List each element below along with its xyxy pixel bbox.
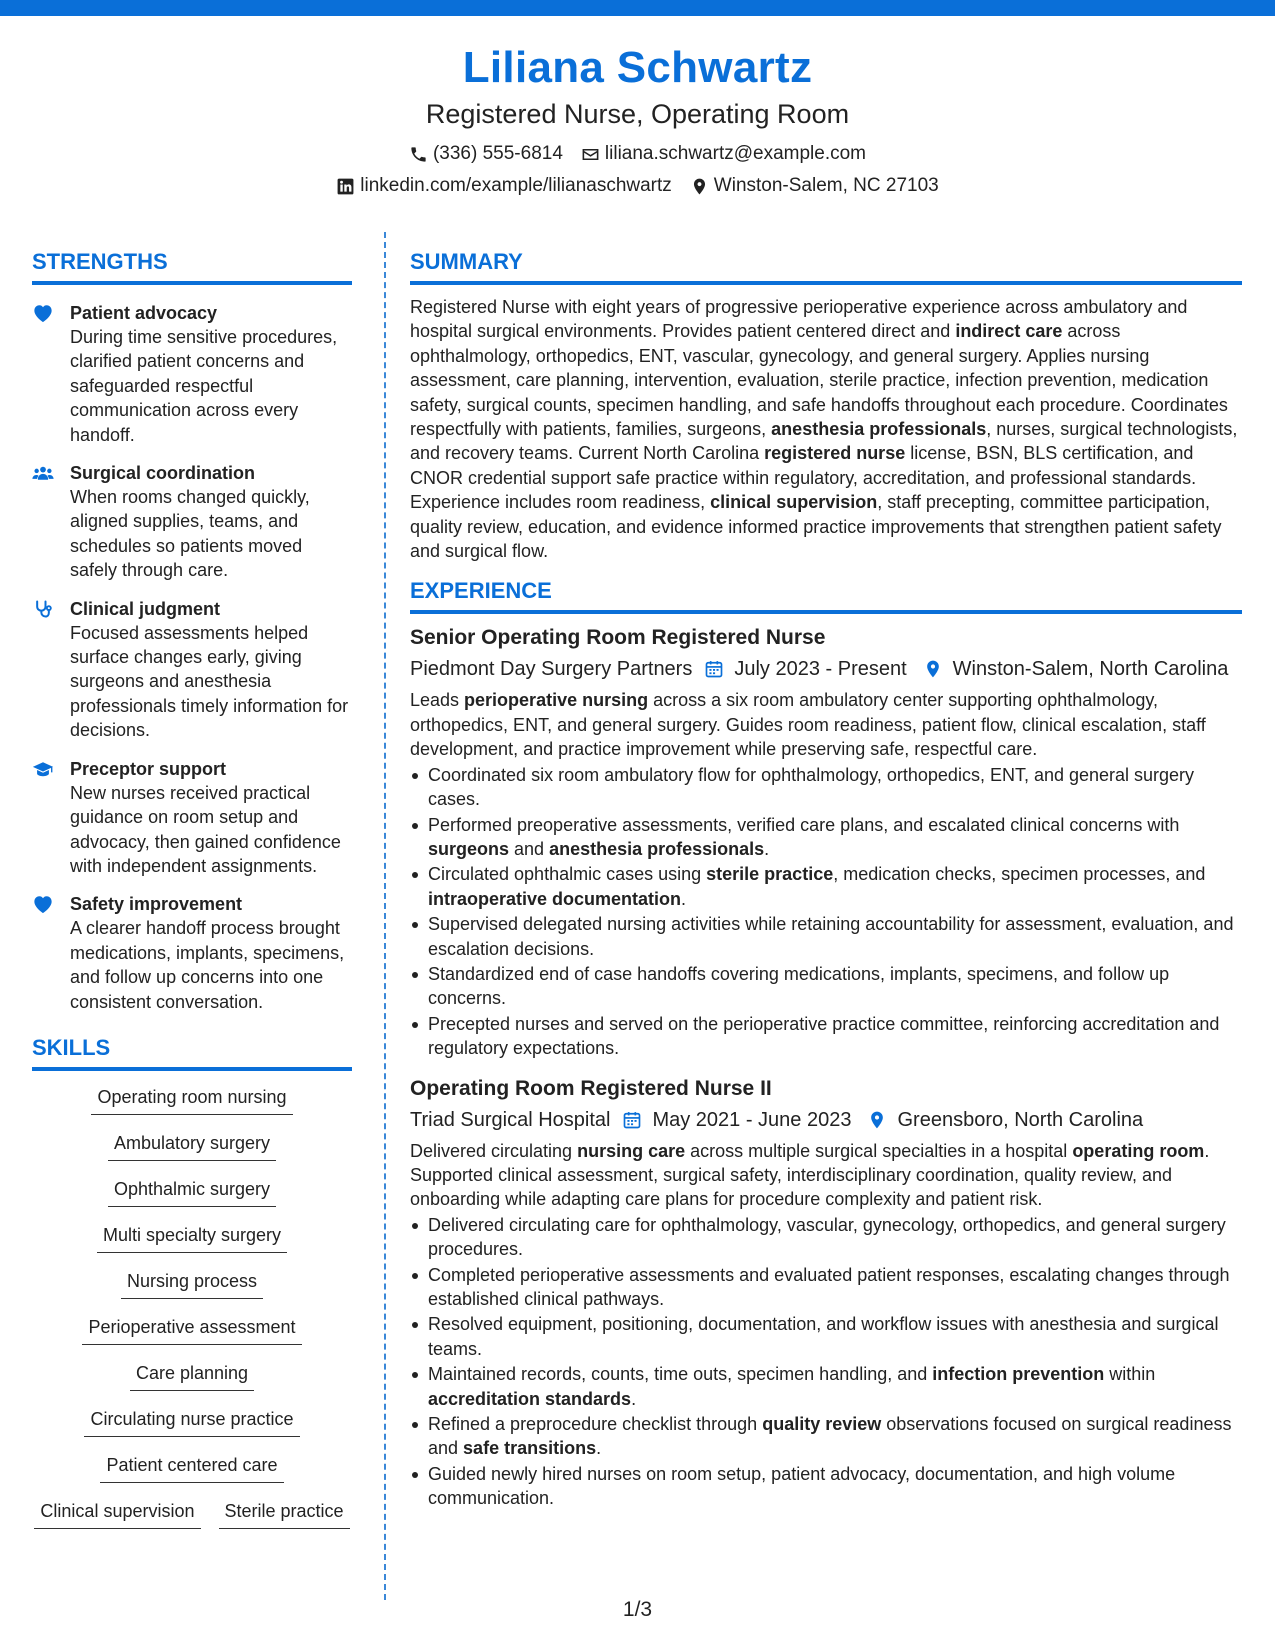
phone-contact[interactable] xyxy=(409,142,563,166)
candidate-name: Liliana Schwartz xyxy=(462,43,813,92)
contact-row-1 xyxy=(0,142,1275,166)
skill-tag: Operating room nursing xyxy=(91,1085,292,1115)
job-meta xyxy=(410,655,1242,683)
strengths-list xyxy=(32,301,352,1014)
skills-list xyxy=(32,1085,352,1529)
calendar-icon xyxy=(704,659,724,679)
envelope-icon xyxy=(581,145,600,164)
bullet-item: Precepted nurses and served on the perioperative practice committee, reinforcing accreditation and regulatory expectations. xyxy=(410,1012,1242,1061)
skill-tag: Multi specialty surgery xyxy=(97,1223,287,1253)
page-number: 1/3 xyxy=(622,1598,653,1621)
job-title: Operating Room Registered Nurse II xyxy=(410,1076,772,1100)
heart-icon xyxy=(32,303,54,323)
skill-tag: Sterile practice xyxy=(219,1499,350,1529)
job-company: Triad Surgical Hospital xyxy=(410,1108,611,1131)
email-text: liliana.schwartz@example.com xyxy=(604,143,867,164)
strength-desc: During time sensitive procedures, clarified patient concerns and safeguarded respectful communication across every handoff. xyxy=(70,327,338,445)
candidate-role: Registered Nurse, Operating Room xyxy=(425,99,850,129)
job-dates: May 2021 - June 2023 xyxy=(652,1108,852,1131)
location-contact xyxy=(690,174,939,198)
job-bullets xyxy=(410,1213,1242,1511)
strength-title: Patient advocacy xyxy=(70,303,218,323)
strength-item xyxy=(32,757,352,879)
location-text: Winston-Salem, NC 27103 xyxy=(713,175,939,196)
job-company: Piedmont Day Surgery Partners xyxy=(410,658,693,681)
skill-tag: Ophthalmic surgery xyxy=(108,1177,276,1207)
bullet-item: Performed preoperative assessments, verified care plans, and escalated clinical concerns with surgeons and anesthesia professionals. xyxy=(410,813,1242,862)
job-entry xyxy=(410,624,1242,1060)
skill-tag: Circulating nurse practice xyxy=(84,1407,299,1437)
skill-tag: Perioperative assessment xyxy=(82,1315,301,1345)
strength-item xyxy=(32,892,352,1014)
strength-item xyxy=(32,461,352,583)
strengths-title: STRENGTHS xyxy=(32,248,352,285)
strength-desc: When rooms changed quickly, aligned supplies, teams, and schedules so patients moved safely through care. xyxy=(70,487,310,581)
job-location: Greensboro, North Carolina xyxy=(897,1108,1144,1131)
strength-desc: A clearer handoff process brought medications, implants, specimens, and follow up concerns into one consistent conversation. xyxy=(70,918,345,1012)
calendar-icon xyxy=(622,1110,642,1130)
phone-text: (336) 555-6814 xyxy=(432,143,563,164)
summary-title: SUMMARY xyxy=(410,248,1242,285)
resume-header xyxy=(0,40,1275,198)
job-bullets xyxy=(410,763,1242,1061)
experience-title: EXPERIENCE xyxy=(410,577,1242,614)
right-column xyxy=(410,248,1242,1511)
strength-desc: Focused assessments helped surface changes early, giving surgeons and anesthesia professionals timely information for decisions. xyxy=(70,622,349,741)
email-contact[interactable] xyxy=(581,142,866,166)
bullet-item: Supervised delegated nursing activities while retaining accountability for assessment, evaluation, and escalation decisions. xyxy=(410,912,1242,961)
job-location: Winston-Salem, North Carolina xyxy=(952,658,1229,681)
bullet-item: Maintained records, counts, time outs, specimen handling, and infection prevention within accreditation standards. xyxy=(410,1362,1242,1411)
users-icon xyxy=(32,463,54,483)
top-accent-bar xyxy=(0,0,1275,16)
job-entry xyxy=(410,1075,1242,1511)
linkedin-text: linkedin.com/example/lilianaschwartz xyxy=(360,175,672,196)
heart-icon xyxy=(32,894,54,914)
skill-tag: Care planning xyxy=(130,1361,254,1391)
bullet-item: Completed perioperative assessments and evaluated patient responses, escalating changes through established clinical pathways. xyxy=(410,1263,1242,1312)
strength-title: Surgical coordination xyxy=(70,463,256,484)
strength-title: Clinical judgment xyxy=(70,598,221,619)
job-intro: Leads perioperative nursing across a six room ambulatory center supporting ophthalmology, orthopedics, ENT, and general surgery. Guides room readiness, patient flow, clinical escalation, staff development, and practice improvement while preserving safe, respectful care. xyxy=(410,690,1206,760)
skill-tag: Patient centered care xyxy=(100,1453,283,1483)
bullet-item: Guided newly hired nurses on room setup, patient advocacy, documentation, and high volume communication. xyxy=(410,1462,1242,1511)
contact-row-2 xyxy=(0,174,1275,198)
job-dates: July 2023 - Present xyxy=(734,658,907,681)
bullet-item: Circulated ophthalmic cases using sterile practice, medication checks, specimen processes, and intraoperative documentation. xyxy=(410,862,1242,911)
linkedin-icon xyxy=(336,177,355,196)
skill-tag: Ambulatory surgery xyxy=(108,1131,276,1161)
strength-item xyxy=(32,597,352,743)
graduation-cap-icon xyxy=(32,759,54,779)
strength-title: Safety improvement xyxy=(70,894,243,915)
column-divider xyxy=(384,232,386,1600)
bullet-item: Resolved equipment, positioning, documentation, and workflow issues with anesthesia and surgical teams. xyxy=(410,1312,1242,1361)
phone-icon xyxy=(409,145,428,164)
map-pin-icon xyxy=(923,659,943,679)
bullet-item: Coordinated six room ambulatory flow for ophthalmology, orthopedics, ENT, and general surgery cases. xyxy=(410,763,1242,812)
stethoscope-icon xyxy=(32,599,54,619)
map-pin-icon xyxy=(867,1110,887,1130)
bullet-item: Standardized end of case handoffs covering medications, implants, specimens, and follow up concerns. xyxy=(410,962,1242,1011)
strength-item xyxy=(32,301,352,447)
bullet-item: Delivered circulating care for ophthalmology, vascular, gynecology, orthopedics, and general surgery procedures. xyxy=(410,1213,1242,1262)
skills-title: SKILLS xyxy=(32,1034,352,1071)
job-meta xyxy=(410,1106,1242,1134)
strength-desc: New nurses received practical guidance on room setup and advocacy, then gained confidence with independent assignments. xyxy=(70,782,341,876)
map-pin-icon xyxy=(690,177,709,196)
job-intro: Delivered circulating nursing care across multiple surgical specialties in a hospital operating room. Supported clinical assessment, surgical safety, interdisciplinary coordination, quality review, and onboarding while adapting care plans for procedure complexity and patient risk. xyxy=(410,1140,1210,1210)
bullet-item: Refined a preprocedure checklist through quality review observations focused on surgical readiness and safe transitions. xyxy=(410,1412,1242,1461)
strength-title: Preceptor support xyxy=(70,758,227,779)
left-column xyxy=(32,248,352,1545)
summary-text: Registered Nurse with eight years of progressive perioperative experience across ambulatory and hospital surgical environments. Provides patient centered direct and indirect care across ophthalmology, orthopedics, ENT, vascular, gynecology, and general surgery. Applies nursing assessment, care planning, intervention, evaluation, sterile practice, infection prevention, medication safety, surgical counts, specimen handling, and safe handoffs throughout each procedure. Coordinates respectfully with patients, families, surgeons, anesthesia professionals, nurses, surgical technologists, and recovery teams. Current North Carolina registered nurse license, BSN, BLS certification, and CNOR credential support safe practice within regulatory, accreditation, and professional standards. Experience includes room readiness, clinical supervision, staff precepting, committee participation, quality review, education, and evidence informed practice improvements that strengthen patient safety and surgical flow. xyxy=(410,297,1238,562)
skill-tag: Nursing process xyxy=(121,1269,263,1299)
linkedin-contact[interactable] xyxy=(336,174,672,198)
job-title: Senior Operating Room Registered Nurse xyxy=(410,626,826,650)
skill-tag: Clinical supervision xyxy=(34,1499,200,1529)
